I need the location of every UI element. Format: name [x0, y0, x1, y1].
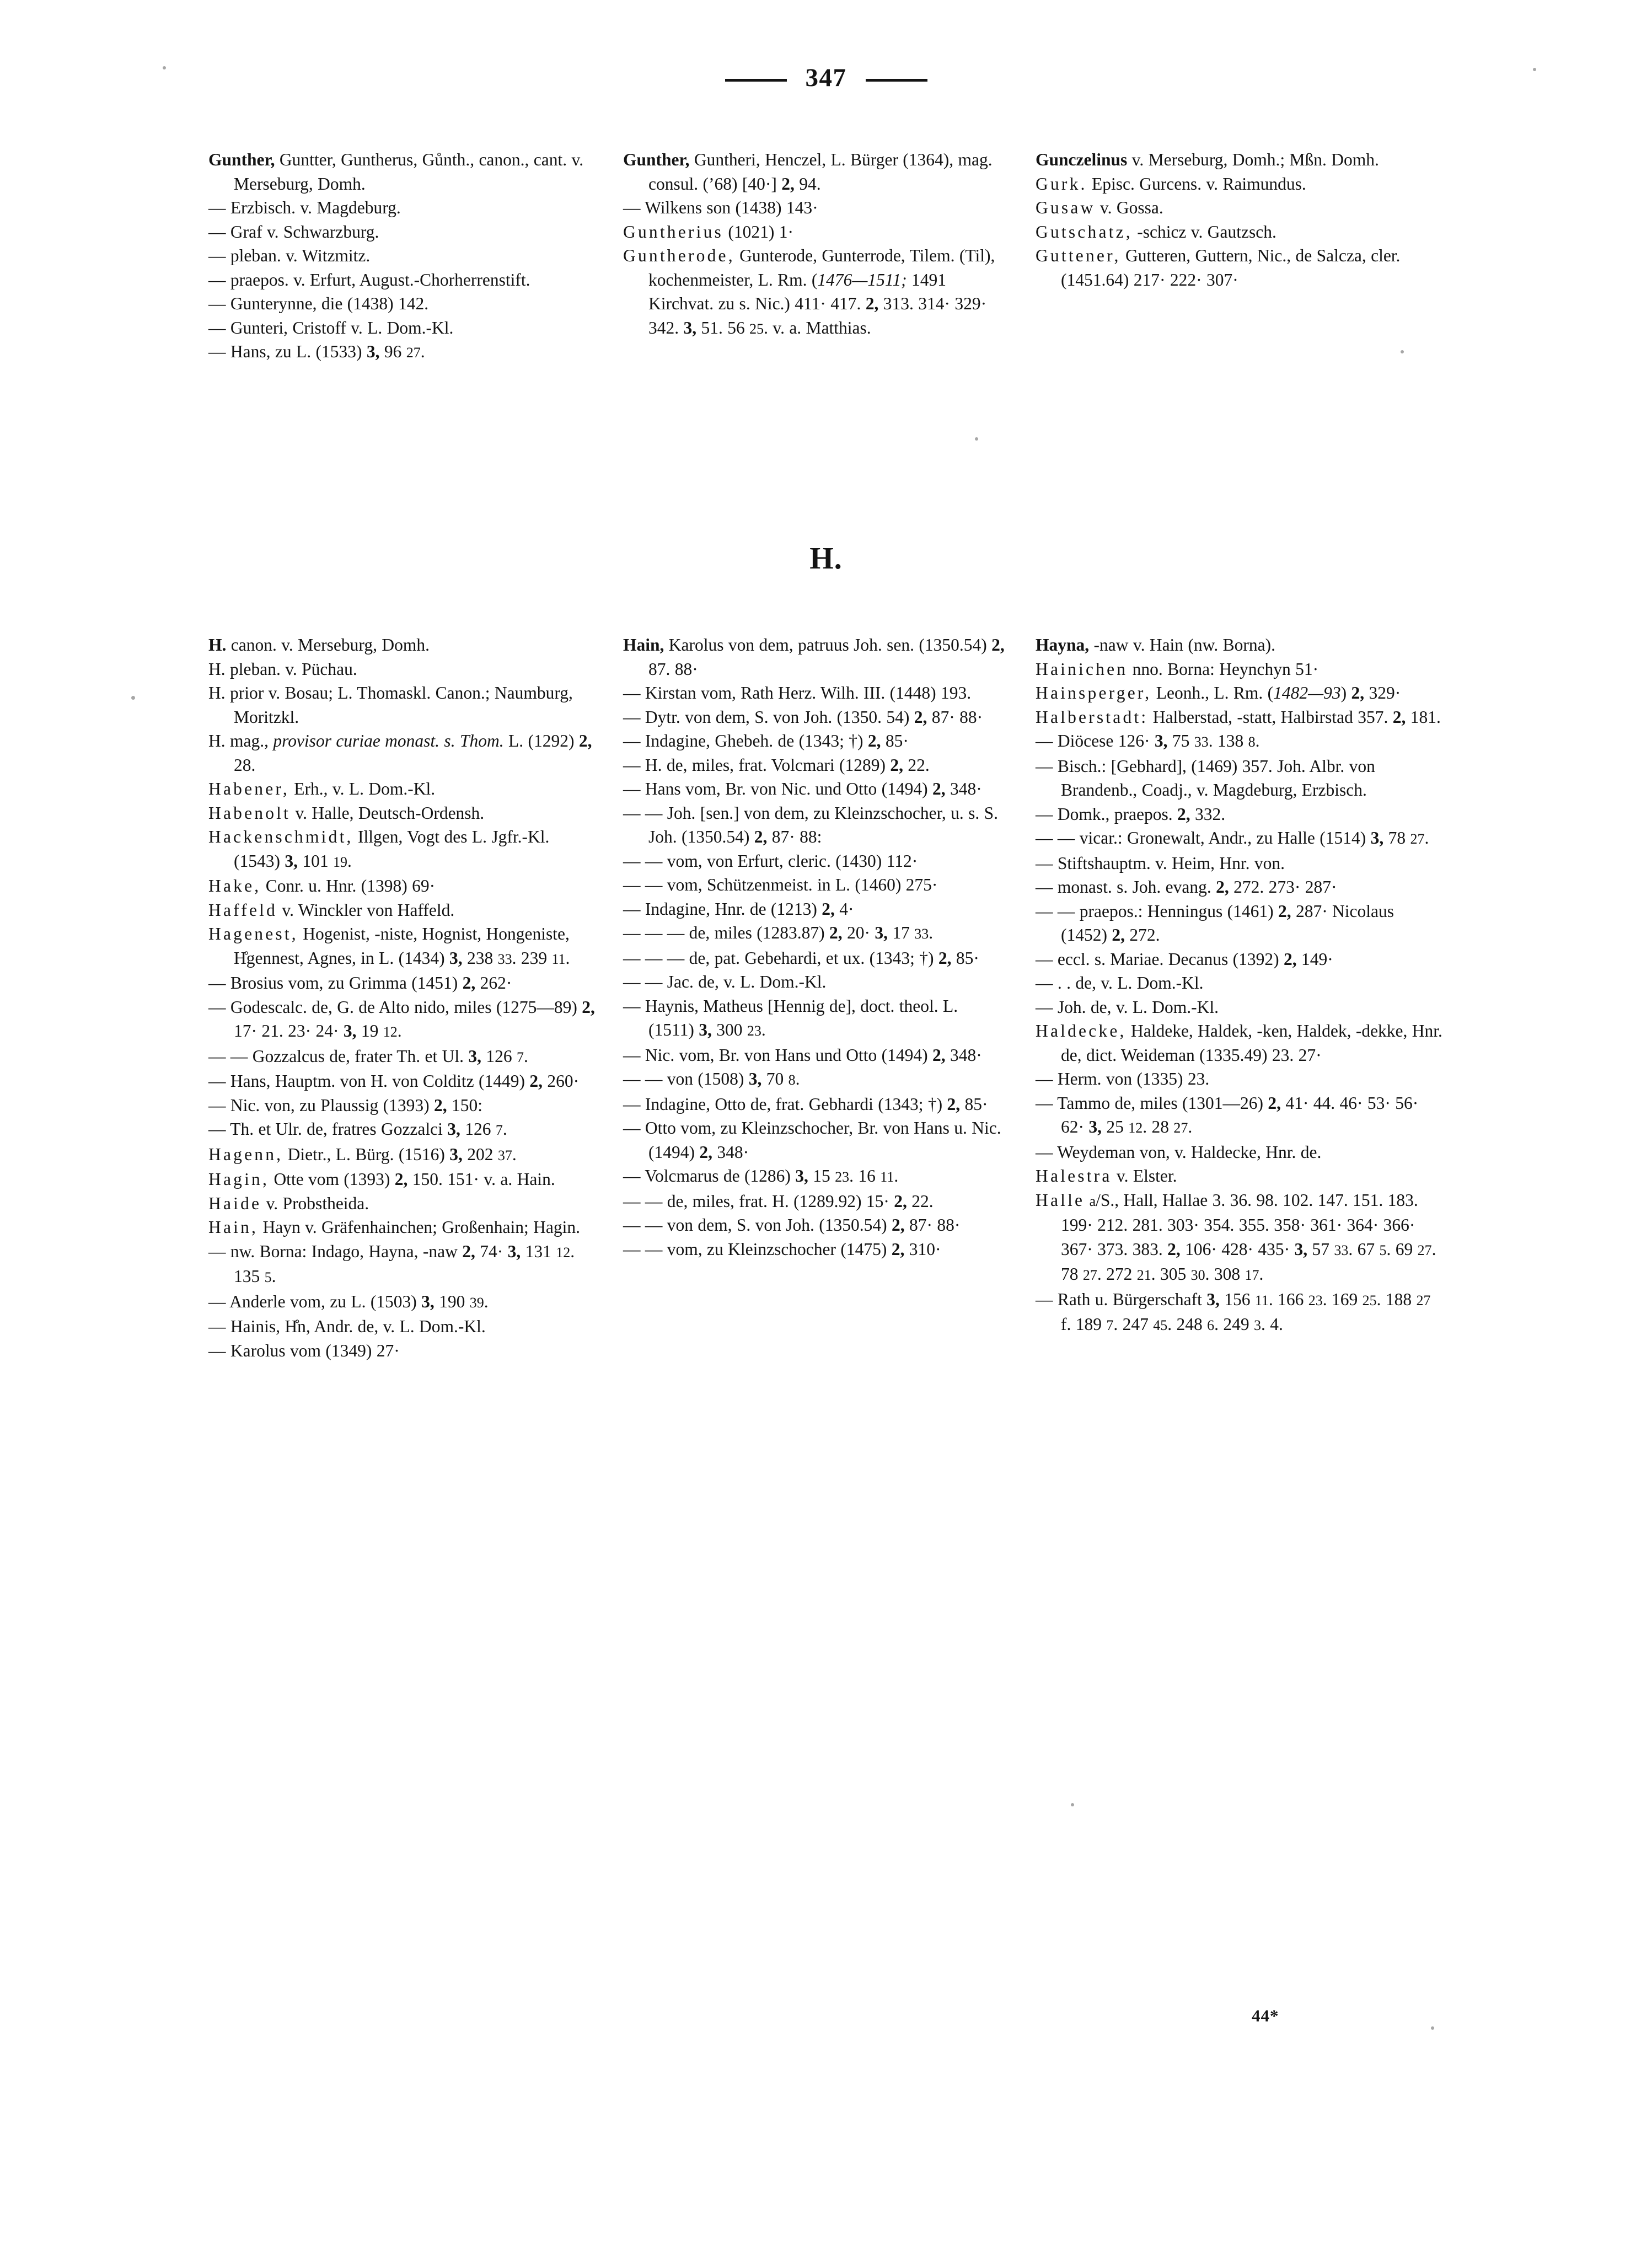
- index-entry-halberstadt-de-v-l: — . . de, v. L. Dom.-Kl.: [1036, 973, 1204, 993]
- index-entry-halberstadt-joh-de: — Joh. de, v. L. Dom.-Kl.: [1036, 997, 1219, 1017]
- index-entry-halberstadt-vicar: — — vicar.: Gronewalt, Andr., zu Halle (1514) 3, 78 27.: [1036, 828, 1429, 848]
- index-entry-hain-dytr: — Dytr. von dem, S. von Joh. (1350. 54) 2, 87· 88·: [623, 707, 983, 727]
- index-entry-hain-jac-de: — — Jac. de, v. L. Dom.-Kl.: [623, 972, 827, 991]
- index-entry-hain-joh-sen: — — Joh. [sen.] von dem, zu Kleinzschocher, u. s. S. Joh. (1350.54) 2, 87· 88:: [623, 803, 998, 846]
- index-entry-hackenschmidt: Hackenschmidt, Illgen, Vogt des L. Jgfr.-Kl. (1543) 3, 101 19.: [208, 827, 550, 871]
- scan-speck: [1533, 68, 1536, 71]
- index-entry-hagenest-brosius: — Brosius vom, zu Grimma (1451) 2, 262·: [208, 973, 512, 993]
- index-block-h: [208, 633, 1444, 1363]
- index-entry-gunterynne: — Gunterynne, die (1438) 142.: [208, 294, 429, 313]
- scan-speck: [1401, 350, 1404, 353]
- index-entry-haldecke-weydeman: — Weydeman von, v. Haldecke, Hnr. de.: [1036, 1142, 1322, 1162]
- index-entry-halberstadt-dioecese: — Diöcese 126· 3, 75 33. 138 8.: [1036, 731, 1260, 750]
- index-entry-hagenest-nic: — Nic. von, zu Plaussig (1393) 2, 150:: [208, 1095, 482, 1115]
- index-entry-hain-karolus-dem: Hain, Karolus von dem, patruus Joh. sen. (1350.54) 2, 87. 88·: [623, 635, 1005, 679]
- index-entry-habenolt: Habenolt v. Halle, Deutsch-Ordensh.: [208, 803, 485, 823]
- index-entry-hain-indagine-otto: — Indagine, Otto de, frat. Gebhardi (1343; †) 2, 85·: [623, 1094, 988, 1114]
- index-entry-hagenest-godescalc: — Godescalc. de, G. de Alto nido, miles (1275—89) 2, 17· 21. 23· 24· 3, 19 12.: [208, 997, 595, 1040]
- scan-speck: [975, 437, 978, 441]
- index-entry-hain-vom-schuetzen: — — vom, Schützenmeist. in L. (1460) 275·: [623, 875, 938, 894]
- scan-speck: [1431, 2026, 1434, 2030]
- rule-left-icon: [725, 79, 787, 82]
- index-entry-halestra: Halestra v. Elster.: [1036, 1166, 1177, 1186]
- index-entry-hain-indagine-hnr: — Indagine, Hnr. de (1213) 2, 4·: [623, 899, 854, 919]
- signature-mark: 44*: [1252, 2006, 1279, 2025]
- index-entry-hain: Hain, Hayn v. Gräfenhainchen; Großenhain; Hagin.: [208, 1217, 580, 1237]
- index-entry-gunther-wilkens: — Wilkens son (1438) 143·: [623, 198, 818, 217]
- index-entry-gunther-guntheri: Gunther, Guntheri, Henczel, L. Bürger (1364), mag. consul. (’68) [40·] 2, 94.: [623, 150, 993, 194]
- index-entry-hain-von-1508: — — von (1508) 3, 70 8.: [623, 1069, 800, 1088]
- index-entry-gunczelinus: Gunczelinus v. Merseburg, Domh.; Mßn. Domh.: [1036, 150, 1379, 169]
- index-entry-guntherius: Guntherius (1021) 1·: [623, 222, 793, 242]
- index-entry-halberstadt-praepos: — — praepos.: Henningus (1461) 2, 287· Nicolaus (1452) 2, 272.: [1036, 901, 1394, 945]
- index-entry-hain-hainis: — Hainis, H̊n, Andr. de, v. L. Dom.-Kl.: [208, 1317, 486, 1336]
- index-entry-hain-volcmarus: — Volcmarus de (1286) 3, 15 23. 16 11.: [623, 1166, 899, 1186]
- index-entry-haffeld: Haffeld v. Winckler von Haffeld.: [208, 900, 455, 920]
- index-block-continuation: [208, 148, 1444, 365]
- index-entry-hain-vom-erfurt: — — vom, von Erfurt, cleric. (1430) 112·: [623, 851, 918, 871]
- index-entry-hain-nic-vom: — Nic. vom, Br. von Hans und Otto (1494) 2, 348·: [623, 1045, 982, 1065]
- index-entry-hain-de-pat-geb: — — — de, pat. Gebehardi, et ux. (1343; †) 2, 85·: [623, 948, 979, 968]
- index-entry-gunteri-cristoff: — Gunteri, Cristoff v. L. Dom.-Kl.: [208, 318, 454, 337]
- index-entry-hain-indagine-ghebeh: — Indagine, Ghebeh. de (1343; †) 2, 85·: [623, 731, 909, 750]
- index-entry-gunther-graf: — Graf v. Schwarzburg.: [208, 222, 379, 242]
- index-entry-habener: Habener, Erh., v. L. Dom.-Kl.: [208, 779, 436, 798]
- index-entry-gunther-praepos: — praepos. v. Erfurt, August.-Chorherrenstift.: [208, 270, 530, 289]
- top-block-column-2: [620, 148, 1031, 365]
- index-entry-h-canon: H. canon. v. Merseburg, Domh.: [208, 635, 430, 655]
- index-entry-haldecke-herm: — Herm. von (1335) 23.: [1036, 1069, 1210, 1088]
- index-entry-h-pleban: H. pleban. v. Püchau.: [208, 659, 357, 679]
- index-entry-gusaw: Gusaw v. Gossa.: [1036, 198, 1163, 217]
- index-entry-hainichen: Hainichen nno. Borna: Heynchyn 51·: [1036, 659, 1319, 679]
- scan-speck: [131, 696, 135, 700]
- index-entry-hain-otto-vom: — Otto vom, zu Kleinzschocher, Br. von Hans u. Nic. (1494) 2, 348·: [623, 1118, 1001, 1162]
- index-entry-hayna: Hayna, -naw v. Hain (nw. Borna).: [1036, 635, 1275, 655]
- index-entry-hagenest-hans: — Hans, Hauptm. von H. von Colditz (1449) 2, 260·: [208, 1071, 580, 1091]
- top-block-column-3: [1031, 148, 1442, 365]
- main-block-column-2: [620, 633, 1031, 1363]
- index-entry-gunther-1: Gunther, Guntter, Guntherus, Gůnth., canon., cant. v. Merseburg, Domh.: [208, 150, 584, 194]
- index-entry-haide: Haide v. Probstheida.: [208, 1193, 369, 1213]
- index-entry-h-mag: H. mag., provisor curiae monast. s. Thom. L. (1292) 2, 28.: [208, 731, 592, 775]
- index-entry-hagenest-th-ulr: — Th. et Ulr. de, fratres Gozzalci 3, 126 7.: [208, 1119, 507, 1139]
- index-entry-hain-hans-vom: — Hans vom, Br. von Nic. und Otto (1494) 2, 348·: [623, 779, 982, 798]
- main-block-column-1: [208, 633, 620, 1363]
- index-entry-haldecke: Haldecke, Haldeke, Haldek, -ken, Haldek, -dekke, Hnr. de, dict. Weideman (1335.49) 23. 27·: [1036, 1021, 1442, 1065]
- index-entry-guttener: Guttener, Gutteren, Guttern, Nic., de Salcza, cler. (1451.64) 217· 222· 307·: [1036, 246, 1401, 289]
- index-entry-hake: Hake, Conr. u. Hnr. (1398) 69·: [208, 876, 436, 895]
- index-entry-gunther-pleban: — pleban. v. Witzmitz.: [208, 246, 371, 265]
- index-entry-halberstadt-monast: — monast. s. Joh. evang. 2, 272. 273· 287·: [1036, 877, 1337, 897]
- index-entry-hagenest-gozzalcus: — — Gozzalcus de, frater Th. et Ul. 3, 126 7.: [208, 1046, 528, 1066]
- top-block-column-1: [208, 148, 620, 365]
- index-entry-hain-karolus: — Karolus vom (1349) 27·: [208, 1340, 400, 1360]
- index-entry-hagin: Hagin, Otte vom (1393) 2, 150. 151· v. a. Hain.: [208, 1170, 555, 1189]
- index-entry-gurk: Gurk. Episc. Gurcens. v. Raimundus.: [1036, 174, 1306, 194]
- index-entry-hainsperger: Hainsperger, Leonh., L. Rm. (1482—93) 2, 329·: [1036, 683, 1401, 702]
- index-entry-hain-haynis: — Haynis, Matheus [Hennig de], doct. theol. L. (1511) 3, 300 23.: [623, 996, 958, 1039]
- index-entry-hain-de-miles-1283: — — — de, miles (1283.87) 2, 20· 3, 17 33.: [623, 923, 934, 942]
- index-entry-hain-von-dem-s: — — von dem, S. von Joh. (1350.54) 2, 87· 88·: [623, 1215, 961, 1235]
- index-entry-hagenest: Hagenest, Hogenist, -niste, Hognist, Hongeniste, H̊gennest, Agnes, in L. (1434) 3, 238 33. 239 11.: [208, 924, 570, 968]
- index-entry-gutschatz: Gutschatz, -schicz v. Gautzsch.: [1036, 222, 1276, 242]
- index-entry-gunther-erzbisch: — Erzbisch. v. Magdeburg.: [208, 198, 401, 217]
- section-heading-letter: H.: [809, 541, 843, 576]
- index-entry-hain-kirstan: — Kirstan vom, Rath Herz. Wilh. III. (1448) 193.: [623, 683, 972, 702]
- index-entry-halle-rath: — Rath u. Bürgerschaft 3, 156 11. 166 23. 169 25. 188 27 f. 189 7. 247 45. 248 6. 249 3. 4.: [1036, 1289, 1431, 1334]
- index-entry-halberstadt-bisch: — Bisch.: [Gebhard], (1469) 357. Joh. Albr. von Brandenb., Coadj., v. Magdeburg, Erzbisch.: [1036, 756, 1375, 800]
- index-entry-hain-nw-borna: — nw. Borna: Indago, Hayna, -naw 2, 74· 3, 131 12. 135 5.: [208, 1241, 575, 1286]
- index-entry-halberstadt: Halberstadt: Halberstad, -statt, Halbirstad 357. 2, 181.: [1036, 707, 1441, 727]
- main-block-column-3: [1031, 633, 1442, 1363]
- index-entry-halberstadt-eccl: — eccl. s. Mariae. Decanus (1392) 2, 149·: [1036, 949, 1333, 969]
- index-entry-gunther-hans: — Hans, zu L. (1533) 3, 96 27.: [208, 342, 425, 361]
- page-number: 347: [805, 63, 847, 92]
- index-entry-halberstadt-stiftshauptm: — Stiftshauptm. v. Heim, Hnr. von.: [1036, 853, 1285, 873]
- rule-right-icon: [866, 79, 927, 82]
- index-entry-hain-de-miles-frat: — — de, miles, frat. H. (1289.92) 15· 2, 22.: [623, 1191, 934, 1211]
- running-head: [0, 65, 1652, 91]
- index-entry-hain-h-de-miles: — H. de, miles, frat. Volcmari (1289) 2, 22.: [623, 755, 930, 775]
- index-entry-h-prior: H. prior v. Bosau; L. Thomaskl. Canon.; Naumburg, Moritzkl.: [208, 683, 573, 727]
- scan-speck: [163, 66, 166, 69]
- index-entry-halle: Halle a/S., Hall, Hallae 3. 36. 98. 102. 147. 151. 183. 199· 212. 281. 303· 354. 355. 358· 361· 364· 366· 367· 373. 383. 2, 106· 428· 435· 3, 57 33. 67 5. 69 27. 78 27. 272 21. 305 30. 308 17.: [1036, 1190, 1436, 1284]
- index-entry-hagenn: Hagenn, Dietr., L. Bürg. (1516) 3, 202 37.: [208, 1144, 517, 1164]
- scan-speck: [1071, 1803, 1074, 1806]
- index-entry-hain-vom-kleinzschocher: — — vom, zu Kleinzschocher (1475) 2, 310·: [623, 1239, 941, 1259]
- index-entry-guntherode: Guntherode, Gunterode, Gunterrode, Tilem. (Til), kochenmeister, L. Rm. (1476—1511; 1491 Kirchvat. zu s. Nic.) 411· 417. 2, 313. 314· 329· 342. 3, 51. 56 25. v. a. Matthias.: [623, 246, 995, 337]
- index-entry-hain-anderle: — Anderle vom, zu L. (1503) 3, 190 39.: [208, 1291, 489, 1311]
- index-entry-haldecke-tammo: — Tammo de, miles (1301—26) 2, 41· 44. 46· 53· 56· 62· 3, 25 12. 28 27.: [1036, 1093, 1419, 1136]
- index-entry-halberstadt-domk: — Domk., praepos. 2, 332.: [1036, 804, 1226, 824]
